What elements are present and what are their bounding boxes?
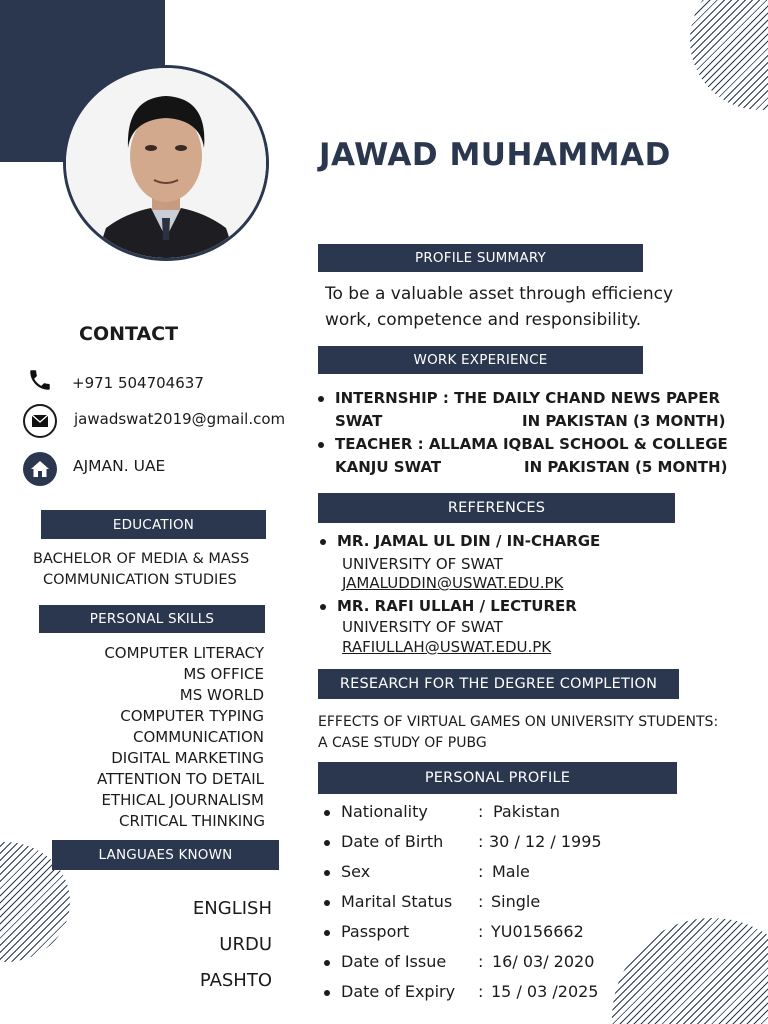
profile-row-colon: : (478, 892, 484, 911)
skill-item: ETHICAL JOURNALISM (101, 791, 264, 809)
bullet (324, 840, 330, 846)
education-line-1: BACHELOR OF MEDIA & MASS (33, 551, 250, 567)
profile-row-label: Nationality (341, 802, 428, 821)
reference-1-email[interactable]: JAMALUDDIN@USWAT.EDU.PK (342, 574, 564, 592)
profile-row-value: 30 / 12 / 1995 (489, 832, 602, 851)
work-item-1-title: INTERNSHIP : THE DAILY CHAND NEWS PAPER (335, 389, 721, 407)
profile-summary-heading: PROFILE SUMMARY (318, 244, 643, 272)
profile-row-colon: : (478, 832, 484, 851)
profile-row-colon: : (478, 952, 484, 971)
skill-item: CRITICAL THINKING (119, 812, 265, 830)
hatch-circle-top-right (690, 0, 768, 110)
person-silhouette-icon (66, 68, 266, 258)
research-line-2: A CASE STUDY OF PUBG (318, 735, 487, 751)
avatar (66, 68, 266, 258)
profile-row-value: 16/ 03/ 2020 (492, 952, 595, 971)
research-heading: RESEARCH FOR THE DEGREE COMPLETION (318, 669, 679, 699)
home-icon (23, 452, 57, 486)
phone-icon (27, 367, 53, 393)
contact-phone[interactable]: +971 504704637 (72, 374, 204, 392)
skill-item: COMMUNICATION (133, 728, 264, 746)
skills-heading: PERSONAL SKILLS (39, 605, 265, 633)
skill-item: COMPUTER TYPING (120, 707, 264, 725)
profile-row-value: Pakistan (493, 802, 560, 821)
profile-row-label: Date of Issue (341, 952, 447, 971)
bullet (320, 539, 326, 545)
work-item-2-place: KANJU SWAT (335, 458, 442, 476)
work-item-1-place: SWAT (335, 412, 383, 430)
skill-item: DIGITAL MARKETING (111, 749, 264, 767)
profile-row-label: Date of Birth (341, 832, 444, 851)
profile-row-colon: : (478, 862, 484, 881)
bullet (320, 604, 326, 610)
bullet (324, 990, 330, 996)
contact-heading: CONTACT (79, 323, 179, 345)
skill-item: ATTENTION TO DETAIL (96, 770, 264, 788)
languages-heading: LANGUAES KNOWN (52, 840, 279, 870)
profile-row-label: Date of Expiry (341, 982, 456, 1001)
work-item-2-country: IN PAKISTAN (5 MONTH) (524, 458, 728, 476)
profile-row-label: Passport (341, 922, 410, 941)
hatch-circle-bottom-right (612, 918, 768, 1024)
profile-row-label: Sex (341, 862, 371, 881)
profile-row-value: 15 / 03 /2025 (491, 982, 599, 1001)
language-item: PASHTO (199, 970, 272, 991)
profile-photo (63, 65, 269, 261)
reference-2-name: MR. RAFI ULLAH / LECTURER (337, 597, 577, 615)
email-icon (23, 404, 57, 438)
work-experience-heading: WORK EXPERIENCE (318, 346, 643, 374)
profile-summary-line-2: work, competence and responsibility. (325, 310, 642, 330)
skill-item: MS OFFICE (183, 665, 264, 683)
bullet (324, 930, 330, 936)
reference-1-name: MR. JAMAL UL DIN / IN-CHARGE (337, 532, 601, 550)
personal-profile-heading: PERSONAL PROFILE (318, 762, 677, 794)
profile-row-colon: : (478, 802, 484, 821)
language-item: ENGLISH (192, 898, 272, 919)
bullet (324, 870, 330, 876)
references-heading: REFERENCES (318, 493, 675, 523)
profile-row-colon: : (478, 982, 484, 1001)
education-line-2: COMMUNICATION STUDIES (43, 572, 237, 588)
profile-row-value: Male (492, 862, 530, 881)
profile-row-label: Marital Status (341, 892, 453, 911)
contact-email[interactable]: jawadswat2019@gmail.com (74, 410, 286, 428)
work-item-2-title: TEACHER : ALLAMA IQBAL SCHOOL & COLLEGE (335, 435, 728, 453)
profile-row-colon: : (478, 922, 484, 941)
reference-1-org: UNIVERSITY OF SWAT (342, 555, 503, 573)
work-item-1-country: IN PAKISTAN (3 MONTH) (522, 412, 726, 430)
profile-summary-line-1: To be a valuable asset through efficiency (325, 284, 674, 304)
bullet (318, 396, 324, 402)
bullet (324, 810, 330, 816)
education-heading: EDUCATION (41, 510, 266, 539)
reference-2-org: UNIVERSITY OF SWAT (342, 618, 503, 636)
bullet (324, 900, 330, 906)
language-item: URDU (219, 934, 272, 955)
reference-2-email[interactable]: RAFIULLAH@USWAT.EDU.PK (342, 638, 552, 656)
profile-row-value: Single (491, 892, 541, 911)
profile-row-value: YU0156662 (491, 922, 584, 941)
bullet (324, 960, 330, 966)
skill-item: MS WORLD (179, 686, 264, 704)
bullet (318, 442, 324, 448)
contact-address: AJMAN. UAE (73, 457, 166, 475)
page-title: JAWAD MUHAMMAD (319, 137, 671, 173)
skill-item: COMPUTER LITERACY (104, 644, 264, 662)
research-line-1: EFFECTS OF VIRTUAL GAMES ON UNIVERSITY STUDENTS: (318, 714, 719, 730)
